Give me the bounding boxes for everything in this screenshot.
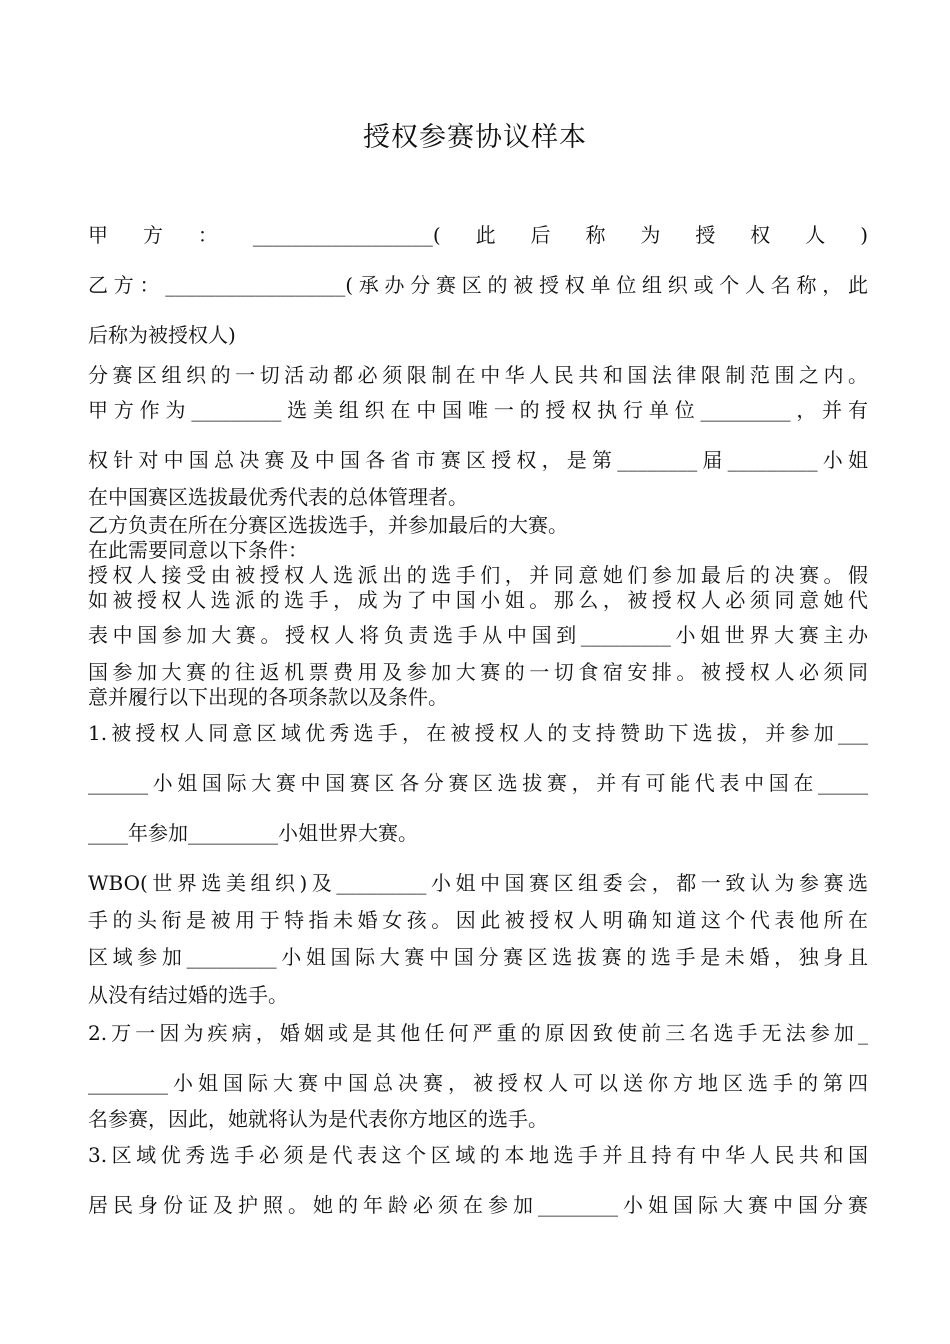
- body-line: 权针对中国总决赛及中国各省市赛区授权，是第________届_________小姐: [88, 448, 868, 472]
- body-line: 表中国参加大赛。授权人将负责选手从中国到_________小姐世界大赛主办: [88, 623, 868, 647]
- body-line: WBO(世界选美组织)及_________小姐中国赛区组委会，都一致认为参赛选: [88, 871, 868, 895]
- party-b-line: 乙方：__________________(承办分赛区的被授权单位组织或个人名称，此: [88, 273, 868, 297]
- body-line: 在中国赛区选拔最优秀代表的总体管理者。: [88, 485, 468, 509]
- clause-1-line: ____年参加_________小姐世界大赛。: [88, 821, 418, 845]
- body-line: 乙方负责在所在分赛区选拔选手，并参加最后的大赛。: [88, 513, 568, 537]
- body-line: 分赛区组织的一切活动都必须限制在中华人民共和国法律限制范围之内。: [88, 363, 868, 387]
- body-line: 授权人接受由被授权人选派出的选手们，并同意她们参加最后的决赛。假: [88, 563, 868, 587]
- clause-1-line: ______小姐国际大赛中国赛区各分赛区选拔赛，并有可能代表中国在_____: [88, 771, 868, 795]
- document-title: 授权参赛协议样本: [363, 122, 587, 153]
- clause-2-line: ________小姐国际大赛中国总决赛，被授权人可以送你方地区选手的第四: [88, 1071, 868, 1095]
- clause-3-line: 居民身份证及护照。她的年龄必须在参加________小姐国际大赛中国分赛: [88, 1193, 868, 1217]
- body-line: 如被授权人选派的选手，成为了中国小姐。那么，被授权人必须同意她代: [88, 588, 868, 612]
- body-line: 在此需要同意以下条件：: [88, 538, 308, 562]
- body-line: 甲方作为_________选美组织在中国唯一的授权执行单位_________，并有: [88, 398, 868, 422]
- party-a-line: 甲方：__________________(此后称为授权人): [88, 223, 868, 247]
- clause-3-line: 3.区域优秀选手必须是代表这个区域的本地选手并且持有中华人民共和国: [88, 1143, 868, 1167]
- body-line: 区域参加_________小姐国际大赛中国分赛区选拔赛的选手是未婚，独身且: [88, 945, 868, 969]
- clause-2-line: 名参赛，因此，她就将认为是代表你方地区的选手。: [88, 1107, 548, 1131]
- party-b-line-cont: 后称为被授权人): [88, 323, 236, 347]
- body-line: 从没有结过婚的选手。: [88, 983, 288, 1007]
- body-line: 国参加大赛的往返机票费用及参加大赛的一切食宿安排。被授权人必须同: [88, 660, 868, 684]
- body-line: 手的头衔是被用于特指未婚女孩。因此被授权人明确知道这个代表他所在: [88, 908, 868, 932]
- clause-2-line: 2.万一因为疾病，婚姻或是其他任何严重的原因致使前三名选手无法参加_: [88, 1021, 868, 1045]
- body-line: 意并履行以下出现的各项条款以及条件。: [88, 685, 448, 709]
- clause-1-line: 1.被授权人同意区域优秀选手，在被授权人的支持赞助下选拔，并参加___: [88, 721, 868, 745]
